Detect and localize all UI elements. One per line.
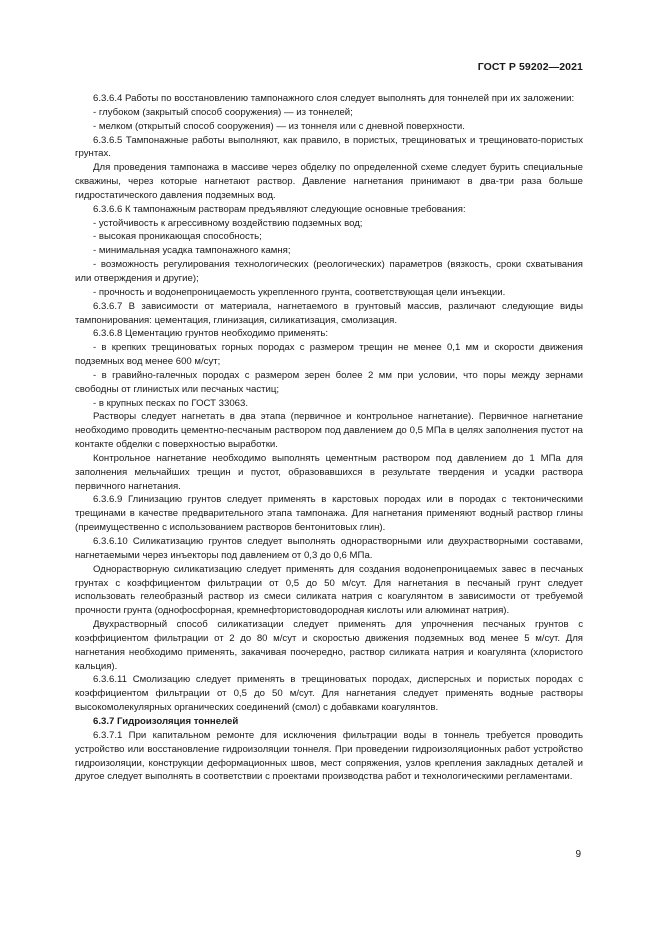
paragraph: 6.3.6.6 К тампонажным растворам предъявляют следующие основные требования: — [93, 203, 466, 215]
paragraph: 6.3.6.9 Глинизацию грунтов следует применять в карстовых породах или в породах с тектоническими трещинами в качестве предварительного этапа тампонажа. Для нагнетания применяют водный раствор глины (преимущественно с использованием растворов бентонитовых глин). — [75, 494, 583, 534]
section-heading: 6.3.7 Гидроизоляция тоннелей — [93, 715, 239, 727]
paragraph: - в гравийно-галечных породах с размером зерен более 2 мм при условии, что поры между зернами свободны от глинистых или песчаных частиц; — [75, 369, 583, 395]
paragraph: 6.3.6.5 Тампонажные работы выполняют, как правило, в пористых, трещиноватых и трещиновато-пористых грунтах. — [75, 134, 583, 160]
paragraph: - мелком (открытый способ сооружения) — из тоннеля или с дневной поверхности. — [93, 120, 465, 132]
paragraph: Двухрастворный способ силикатизации следует применять для упрочнения песчаных грунтов с коэффициентом фильтрации от 2 до 80 м/сут и скоростью движения подземных вод менее 5 м/сут. Для нагнетания необходимо применять, закачивая поочередно, раствор силиката натрия и коагулянта (хлористого кальция). — [75, 619, 583, 672]
paragraph: Растворы следует нагнетать в два этапа (первичное и контрольное нагнетание). Первичное нагнетание необходимо проводить цементно-песчаным раствором под давлением до 0,5 МПа в целях заполнения пустот на контакте обделки с поверхностью выработки. — [75, 411, 583, 451]
paragraph: - устойчивость к агрессивному воздействию подземных вод; — [93, 217, 363, 229]
paragraph: 6.3.6.8 Цементацию грунтов необходимо применять: — [93, 328, 329, 340]
paragraph: 6.3.6.4 Работы по восстановлению тампонажного слоя следует выполнять для тоннелей при их заложении: — [93, 93, 575, 104]
document-body — [75, 92, 583, 784]
paragraph: - высокая проникающая способность; — [93, 231, 262, 243]
paragraph: - минимальная усадка тампонажного камня; — [93, 245, 291, 257]
paragraph: 6.3.6.11 Смолизацию следует применять в трещиноватых породах, дисперсных и пористых породах с коэффициентом фильтрации от 0,5 до 50 м/сут. Для нагнетания следует применять водные растворы высокомолекулярных органических соединений (смол) с добавками коагулянтов. — [75, 674, 583, 714]
paragraph: 6.3.6.10 Силикатизацию грунтов следует выполнять однорастворными или двухрастворными составами, нагнетаемыми через инъекторы под давлением от 0,3 до 0,6 МПа. — [75, 536, 583, 561]
paragraph: Контрольное нагнетание необходимо выполнять цементным раствором под давлением до 1 МПа для заполнения мельчайших трещин и пустот, образовавшихся в результате твердения и усадки раствора первичного нагнетания. — [75, 452, 583, 492]
paragraph: Для проведения тампонажа в массиве через обделку по определенной схеме следует бурить специальные скважины, через которые нагнетают раствор. Давление нагнетания принимают в два-три раза больше гидростатического давления подземных вод. — [75, 162, 583, 201]
paragraph: - в крепких трещиноватых горных породах с размером трещин не менее 0,1 мм и скорости движения подземных вод менее 600 м/сут; — [75, 342, 583, 368]
paragraph: - прочность и водонепроницаемость укрепленного грунта, соответствующая цели инъекции. — [93, 286, 506, 298]
paragraph: - в крупных песках по ГОСТ 33063. — [93, 397, 249, 409]
paragraph: 6.3.6.7 В зависимости от материала, нагнетаемого в грунтовый массив, различают следующие виды тампонирования: цементация, глинизация, силикатизация, смолизация. — [75, 300, 583, 326]
paragraph: Однорастворную силикатизацию следует применять для создания водонепроницаемых завес в песчаных грунтах с коэффициентом фильтрации от 0,5 до 50 м/сут. Для нагнетания в песчаный грунт следует использовать гелеобразный раствор из смеси силиката натрия с коагулянтом в зависимости от требуемой прочности грунта (однофосфорная, кремнефтористоводородная кислоты или алюминат натрия). — [75, 563, 583, 617]
page-number: 9 — [575, 849, 581, 860]
paragraph: - возможность регулирования технологических (реологических) параметров (вязкость, сроки схватывания или отверждения и другие); — [75, 259, 583, 284]
standard-header: ГОСТ Р 59202—2021 — [477, 61, 583, 73]
paragraph: - глубоком (закрытый способ сооружения) — из тоннелей; — [93, 106, 353, 118]
paragraph: 6.3.7.1 При капитальном ремонте для исключения фильтрации воды в тоннель требуется проводить устройство или восстановление гидроизоляции тоннеля. При проведении гидроизоляционных работ устройство гидроизоляции, конструкции деформационных швов, мест сопряжения, узлов крепления закладных деталей и другое следует выполнять в соответствии с проектами производства работ и технологическими регламентами. — [75, 729, 583, 783]
